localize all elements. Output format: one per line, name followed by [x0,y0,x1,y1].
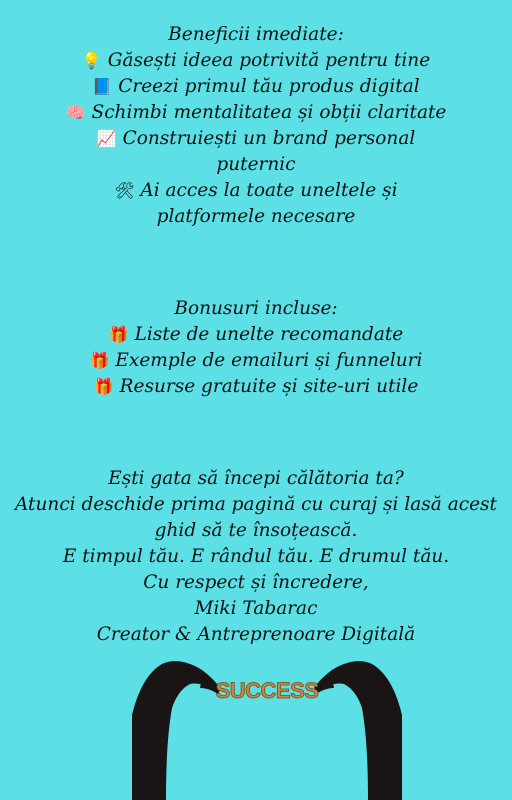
benefit-item [0,126,512,152]
closing-line: Atunci deschide prima pagină cu curaj și lasă acest [15,494,497,515]
bonus-item [0,374,512,400]
benefit-text: Ai acces la toate uneltele și [140,180,398,201]
benefit-item [0,48,512,74]
chart-increasing-icon: 📈 [96,129,117,148]
closing-line: ghid să te însoțească. [154,520,358,541]
benefit-text: Construiești un brand personal [122,128,416,149]
benefit-item [0,100,512,126]
closing-line: E timpul tău. E rândul tău. E drumul tău. [62,546,450,567]
success-hands-illustration [132,660,402,800]
benefit-text: Creezi primul tău produs digital [118,76,420,97]
benefits-section [0,22,512,230]
bonuses-section [0,296,512,400]
gift-icon: 🎁 [93,377,114,396]
benefit-text-continued: puternic [216,154,296,175]
closing-section [0,466,512,648]
bonus-text: Exemple de emailuri și funneluri [115,350,423,371]
benefit-text-continued: platformele necesare [156,206,356,227]
bonuses-heading: Bonusuri incluse: [174,298,338,319]
closing-signoff: Cu respect și încredere, [143,572,369,593]
bonus-text: Liste de unelte recomandate [134,324,404,345]
gift-icon: 🎁 [89,351,110,370]
brain-icon: 🧠 [65,103,86,122]
benefits-heading: Beneficii imediate: [168,24,344,45]
benefit-item [0,74,512,100]
benefit-item [0,178,512,204]
benefit-text: Găsești ideea potrivită pentru tine [107,50,431,71]
bonus-item [0,322,512,348]
success-word: SUCCESS [215,678,319,703]
author-name: Miki Tabarac [194,598,318,619]
benefit-text: Schimbi mentalitatea și obții claritate [91,102,447,123]
closing-question: Ești gata să începi călătoria ta? [108,468,404,489]
bonus-item [0,348,512,374]
lightbulb-icon: 💡 [81,51,102,70]
bonus-text: Resurse gratuite și site-uri utile [119,376,419,397]
tools-icon: 🛠 [114,181,135,200]
author-role: Creator & Antreprenoare Digitală [96,624,416,645]
book-icon: 📘 [92,77,113,96]
gift-icon: 🎁 [108,325,129,344]
